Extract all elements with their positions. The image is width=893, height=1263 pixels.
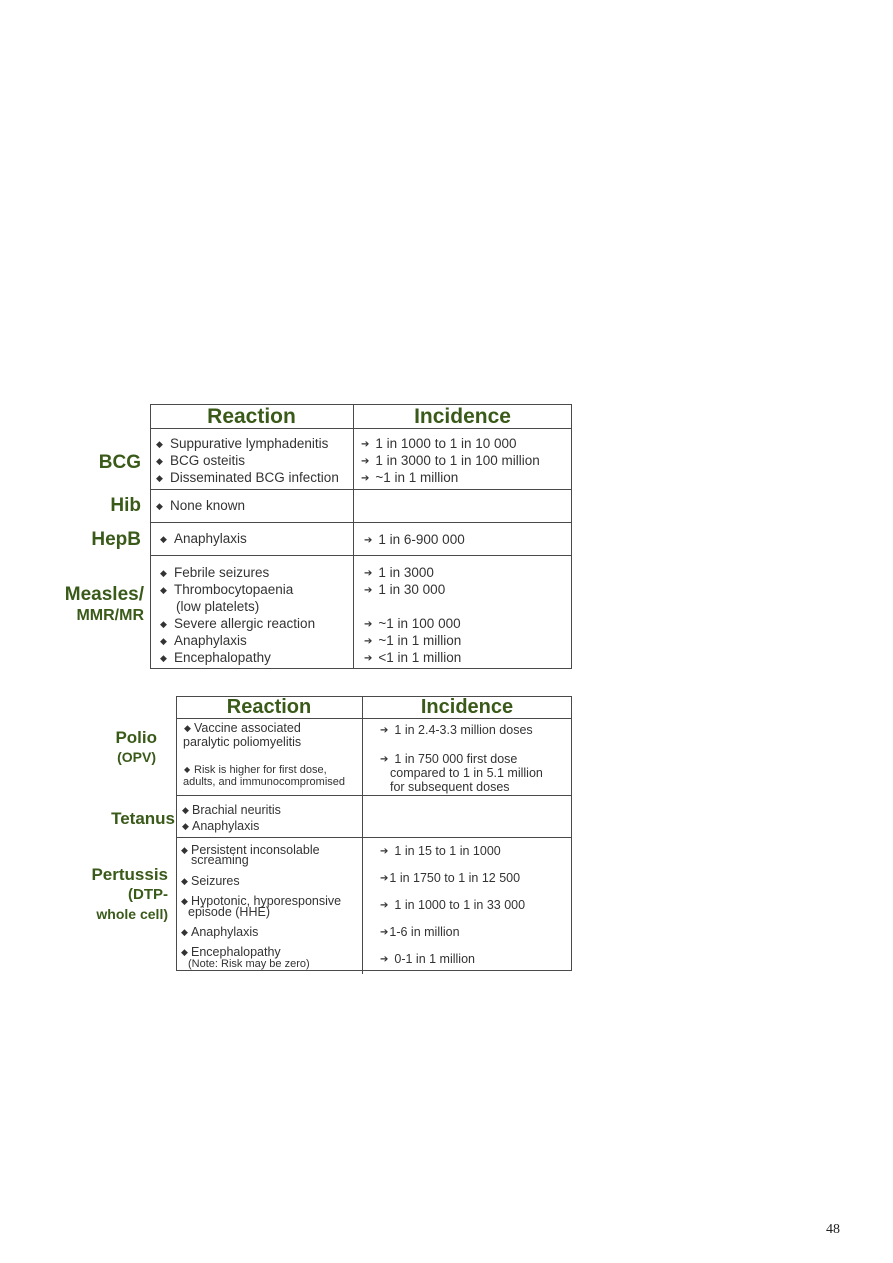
vaccine-label-bcg: BCG (98, 452, 141, 473)
reaction-item-continued: episode (HHE) (188, 905, 270, 919)
reaction-item: ◆ Anaphylaxis (160, 633, 247, 648)
diamond-bullet-icon: ◆ (160, 636, 167, 646)
reaction-item: ◆ Suppurative lymphadenitis (156, 436, 329, 451)
arrow-bullet-icon: ➔ (364, 585, 373, 596)
incidence-item: ➔ 1 in 3000 (364, 565, 434, 580)
table-2-row-divider (176, 795, 572, 796)
reaction-item-continued: paralytic poliomyelitis (183, 735, 302, 749)
incidence-item: ➔1-6 in million (380, 925, 460, 939)
reaction-item: ◆ Thrombocytopaenia (160, 582, 294, 597)
diamond-bullet-icon: ◆ (160, 653, 167, 663)
table-1-header-incidence: Incidence (414, 405, 511, 428)
table-1-row-divider (150, 522, 572, 523)
vaccine-label-polio: Polio (115, 728, 157, 747)
diamond-bullet-icon: ◆ (181, 876, 188, 886)
table-1-row-divider (150, 489, 572, 490)
incidence-item: ➔ 1 in 750 000 first dose (380, 752, 518, 766)
reaction-item: ◆ Hypotonic, hyporesponsive (181, 894, 342, 908)
reaction-item: ◆ Disseminated BCG infection (156, 470, 339, 485)
vaccine-label-hib: Hib (110, 495, 141, 516)
vaccine-label-opv: (OPV) (117, 749, 156, 765)
vaccine-label-measles: Measles/ (64, 584, 144, 605)
arrow-bullet-icon: ➔ (361, 473, 370, 484)
arrow-bullet-icon: ➔ (361, 439, 370, 450)
vaccine-label-hepb: HepB (91, 529, 141, 550)
arrow-bullet-icon: ➔ (380, 754, 389, 765)
reaction-item: ◆ BCG osteitis (156, 453, 246, 468)
arrow-bullet-icon: ➔ (380, 725, 389, 736)
incidence-item: ➔ 1 in 1000 to 1 in 10 000 (361, 436, 517, 451)
table-1-column-divider (353, 404, 354, 669)
diamond-bullet-icon: ◆ (156, 501, 163, 511)
table-1-row-divider (150, 555, 572, 556)
table-1-header-reaction: Reaction (207, 405, 296, 428)
arrow-bullet-icon: ➔ (380, 873, 389, 884)
arrow-bullet-icon: ➔ (361, 456, 370, 467)
incidence-item: ➔ ~1 in 1 million (364, 633, 462, 648)
reaction-item: ◆ Encephalopathy (181, 945, 281, 959)
incidence-item: ➔1 in 1750 to 1 in 12 500 (380, 871, 521, 885)
incidence-item: ➔ <1 in 1 million (364, 650, 462, 665)
diamond-bullet-icon: ◆ (182, 821, 189, 831)
reaction-item-continued: adults, and immunocompromised (183, 776, 346, 788)
arrow-bullet-icon: ➔ (364, 535, 373, 546)
incidence-item: ➔ 0-1 in 1 million (380, 952, 475, 966)
table-2-header-reaction: Reaction (226, 696, 312, 718)
diamond-bullet-icon: ◆ (181, 927, 188, 937)
incidence-item: ➔ ~1 in 100 000 (364, 616, 461, 631)
arrow-bullet-icon: ➔ (380, 927, 389, 938)
diamond-bullet-icon: ◆ (181, 845, 188, 855)
diamond-bullet-icon: ◆ (156, 456, 163, 466)
reaction-item: ◆ Seizures (181, 874, 240, 888)
diamond-bullet-icon: ◆ (181, 896, 188, 906)
reaction-item: ◆ Febrile seizures (160, 565, 270, 580)
diamond-bullet-icon: ◆ (182, 805, 189, 815)
reaction-item: ◆ Risk is higher for first dose, (184, 764, 327, 776)
diamond-bullet-icon: ◆ (181, 947, 188, 957)
arrow-bullet-icon: ➔ (364, 636, 373, 647)
incidence-item: ➔ 1 in 30 000 (364, 582, 446, 597)
incidence-item: ➔ 1 in 15 to 1 in 1000 (380, 844, 501, 858)
vaccine-label-mmr-mr: MMR/MR (76, 607, 144, 624)
vaccine-label-dtp: (DTP- (128, 886, 168, 903)
vaccine-label-whole-cell: whole cell) (96, 906, 168, 922)
incidence-item: ➔ 1 in 3000 to 1 in 100 million (361, 453, 540, 468)
reaction-item: ◆ Anaphylaxis (181, 925, 259, 939)
incidence-item-continued: compared to 1 in 5.1 million (390, 766, 543, 780)
reaction-item: ◆ Severe allergic reaction (160, 616, 316, 631)
diamond-bullet-icon: ◆ (156, 439, 163, 449)
diamond-bullet-icon: ◆ (160, 568, 167, 578)
diamond-bullet-icon: ◆ (160, 585, 167, 595)
table-2-row-divider (176, 837, 572, 838)
diamond-bullet-icon: ◆ (160, 534, 167, 544)
diamond-bullet-icon: ◆ (184, 723, 191, 733)
reaction-item: ◆ Vaccine associated (184, 721, 301, 735)
arrow-bullet-icon: ➔ (380, 954, 389, 965)
table-2-column-divider (362, 696, 363, 974)
reaction-item: ◆ Anaphylaxis (182, 819, 260, 833)
incidence-item: ➔ 1 in 2.4-3.3 million doses (380, 723, 533, 737)
reaction-item-note: (low platelets) (176, 599, 260, 614)
reaction-item: ◆ Encephalopathy (160, 650, 271, 665)
reaction-item-continued: screaming (191, 853, 249, 867)
vaccine-label-tetanus: Tetanus (111, 809, 175, 828)
diamond-bullet-icon: ◆ (160, 619, 167, 629)
arrow-bullet-icon: ➔ (364, 653, 373, 664)
arrow-bullet-icon: ➔ (364, 619, 373, 630)
reaction-item: ◆ Brachial neuritis (182, 803, 281, 817)
incidence-item: ➔ 1 in 6-900 000 (364, 532, 465, 547)
arrow-bullet-icon: ➔ (364, 568, 373, 579)
vaccine-label-pertussis: Pertussis (91, 865, 168, 884)
incidence-item-continued: for subsequent doses (390, 780, 510, 794)
diamond-bullet-icon: ◆ (184, 765, 191, 774)
reaction-item-note: (Note: Risk may be zero) (188, 958, 310, 970)
reaction-item: ◆ Anaphylaxis (160, 531, 247, 546)
arrow-bullet-icon: ➔ (380, 900, 389, 911)
incidence-item: ➔ 1 in 1000 to 1 in 33 000 (380, 898, 526, 912)
table-2-header-incidence: Incidence (420, 696, 514, 718)
diamond-bullet-icon: ◆ (156, 473, 163, 483)
arrow-bullet-icon: ➔ (380, 846, 389, 857)
reaction-item: ◆ Persistent inconsolable (181, 843, 320, 857)
incidence-item: ➔ ~1 in 1 million (361, 470, 459, 485)
page-number: 48 (826, 1222, 840, 1237)
reaction-item: ◆ None known (156, 498, 246, 513)
